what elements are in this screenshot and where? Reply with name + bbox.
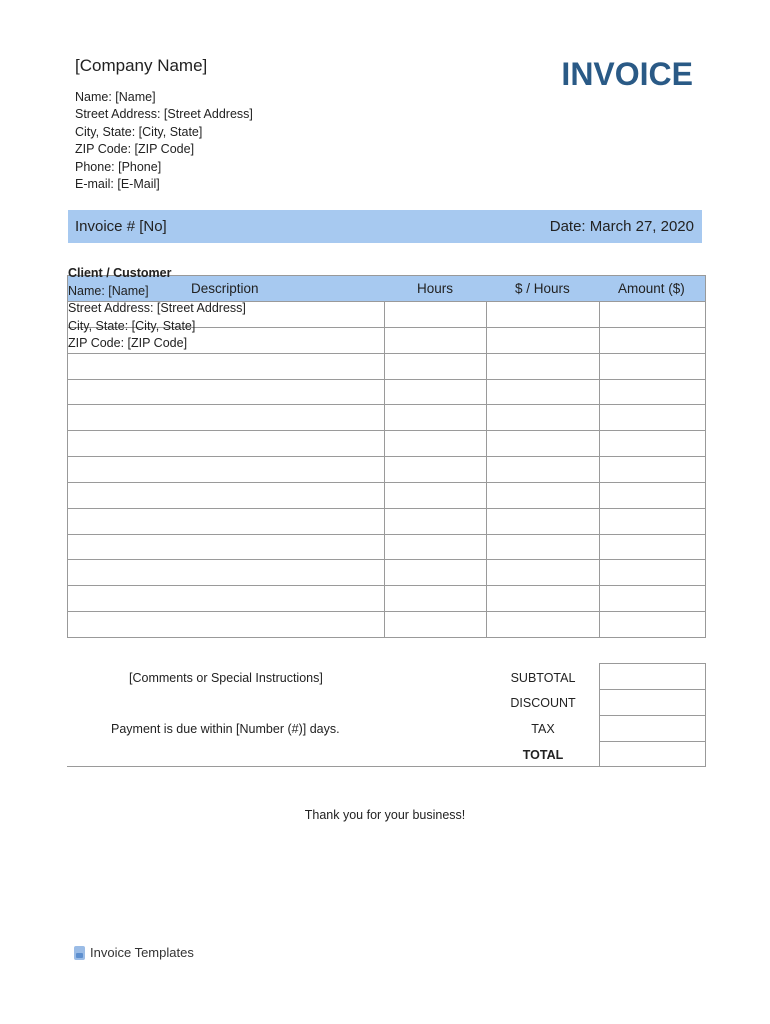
client-name: Name: [Name] [68,283,149,298]
comments-text: [Comments or Special Instructions] [129,671,323,685]
table-row [67,482,706,483]
table-row [67,559,706,560]
invoice-date[interactable]: Date: March 27, 2020 [549,218,694,235]
sender-phone: Phone: [Phone] [75,159,162,174]
table-row [67,404,706,405]
company-name: [Company Name] [75,56,208,75]
table-row [67,456,706,457]
client-street: Street Address: [Street Address] [68,301,246,316]
sender-email: E-mail: [E-Mail] [75,177,160,192]
invoice-number[interactable]: Invoice # [No] [75,218,167,235]
header-rate: $ / Hours [515,281,570,296]
sender-zip: ZIP Code: [ZIP Code] [75,142,195,157]
totals-divider [599,689,706,690]
table-row [67,534,706,535]
client-label: Client / Customer [68,266,172,280]
client-info [68,265,246,353]
table-row [67,611,706,612]
document-icon [74,946,85,960]
invoice-title: INVOICE [561,56,693,92]
discount-label: DISCOUNT [510,696,576,710]
payment-terms: Payment is due within [Number (#)] days. [111,722,340,736]
client-city: City, State: [City, State] [68,318,196,333]
sender-city: City, State: [City, State] [75,124,203,139]
table-row [67,353,706,354]
totals-divider [599,715,706,716]
sender-name: Name: [Name] [75,90,156,104]
sender-address [75,89,253,193]
sender-street: Street Address: [Street Address] [75,107,253,122]
column-divider [599,301,600,638]
subtotal-label: SUBTOTAL [510,671,576,685]
header-amount: Amount ($) [618,281,685,296]
header-hours: Hours [417,281,454,296]
thank-you-note: Thank you for your business! [304,808,466,822]
table-row [67,379,706,380]
invoice-templates-logo [74,945,194,960]
header-description: Description [191,281,259,296]
table-row [67,585,706,586]
totals-divider [599,741,706,742]
total-label: TOTAL [522,748,564,762]
table-row [67,430,706,431]
table-row [67,508,706,509]
summary-bottom-line [67,766,706,767]
logo-text: Invoice Templates [90,945,194,960]
column-divider [486,301,487,638]
client-zip: ZIP Code: [ZIP Code] [68,336,188,351]
column-divider [384,301,385,638]
tax-label: TAX [531,722,555,736]
